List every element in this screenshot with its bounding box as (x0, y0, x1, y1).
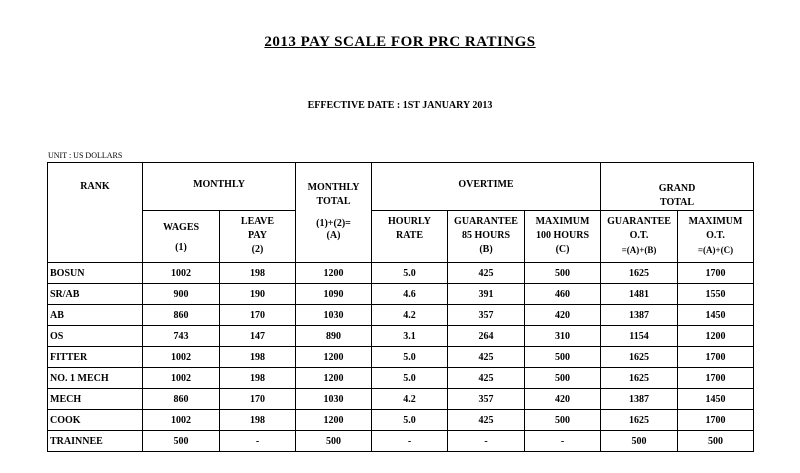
cell-maximum-ot: 1450 (678, 305, 754, 326)
cell-rank: TRAINNEE (48, 431, 143, 452)
cell-leave-pay: 198 (220, 263, 296, 284)
header-guarantee-ot-line1: GUARANTEE (607, 216, 671, 227)
table-row (48, 305, 754, 326)
cell-monthly-total: 1200 (296, 410, 372, 431)
cell-maximum-ot: 1200 (678, 326, 754, 347)
cell-guarantee-ot: 1625 (601, 410, 678, 431)
header-maximum-ot (678, 211, 754, 263)
cell-leave-pay: 147 (220, 326, 296, 347)
header-grand-total (601, 163, 754, 211)
table-row (48, 347, 754, 368)
header-leave-pay-line1: LEAVE (240, 216, 275, 227)
header-maximum-ot-line2: O.T. (706, 230, 725, 241)
header-hourly-rate-line2: RATE (395, 230, 424, 241)
header-guarantee-85-code: (B) (479, 244, 493, 255)
cell-maximum-100: 500 (525, 347, 601, 368)
header-monthly: MONTHLY (143, 163, 296, 211)
table-row (48, 431, 754, 452)
cell-rank: AB (48, 305, 143, 326)
header-grand-total-line2: TOTAL (659, 197, 695, 208)
header-hourly-rate (372, 211, 448, 263)
cell-guarantee-85: 425 (448, 410, 525, 431)
header-grand-total-line1: GRAND (658, 183, 696, 194)
header-wages-code: (1) (175, 242, 187, 253)
header-monthly-total-line1: MONTHLY (307, 182, 360, 193)
cell-leave-pay: 198 (220, 347, 296, 368)
cell-wages: 1002 (143, 347, 220, 368)
cell-maximum-100: 310 (525, 326, 601, 347)
cell-hourly-rate: 5.0 (372, 410, 448, 431)
header-wages-label: WAGES (162, 222, 200, 233)
header-maximum-ot-line1: MAXIMUM (688, 216, 743, 227)
cell-rank: MECH (48, 389, 143, 410)
cell-guarantee-ot: 500 (601, 431, 678, 452)
cell-hourly-rate: 5.0 (372, 263, 448, 284)
cell-guarantee-85: 425 (448, 347, 525, 368)
cell-monthly-total: 1090 (296, 284, 372, 305)
header-hourly-rate-line1: HOURLY (388, 216, 431, 227)
header-sub-row (48, 211, 754, 263)
cell-maximum-ot: 1450 (678, 389, 754, 410)
cell-maximum-100: 460 (525, 284, 601, 305)
cell-guarantee-85: 425 (448, 263, 525, 284)
header-maximum-ot-formula: =(A)+(C) (697, 245, 734, 255)
cell-monthly-total: 1200 (296, 368, 372, 389)
table-row (48, 263, 754, 284)
header-guarantee-85-line1: GUARANTEE (454, 216, 518, 227)
cell-monthly-total: 890 (296, 326, 372, 347)
cell-guarantee-85: 264 (448, 326, 525, 347)
cell-guarantee-ot: 1625 (601, 347, 678, 368)
cell-maximum-100: - (525, 431, 601, 452)
cell-monthly-total: 500 (296, 431, 372, 452)
cell-maximum-ot: 1700 (678, 410, 754, 431)
header-guarantee-ot-formula: =(A)+(B) (621, 245, 657, 255)
page-title: 2013 PAY SCALE FOR PRC RATINGS (264, 34, 536, 50)
cell-leave-pay: 198 (220, 368, 296, 389)
header-overtime: OVERTIME (372, 163, 601, 211)
cell-monthly-total: 1030 (296, 389, 372, 410)
cell-guarantee-ot: 1387 (601, 305, 678, 326)
cell-rank: COOK (48, 410, 143, 431)
cell-guarantee-85: - (448, 431, 525, 452)
cell-maximum-ot: 1700 (678, 347, 754, 368)
table-body (48, 263, 754, 452)
header-leave-pay-code: (2) (251, 244, 264, 255)
cell-maximum-100: 420 (525, 389, 601, 410)
table-row (48, 326, 754, 347)
cell-wages: 743 (143, 326, 220, 347)
header-monthly-total-line2: TOTAL (316, 196, 351, 207)
header-maximum-100 (525, 211, 601, 263)
cell-maximum-ot: 1550 (678, 284, 754, 305)
header-group-row (48, 163, 754, 211)
header-maximum-100-code: (C) (555, 244, 570, 255)
cell-guarantee-ot: 1625 (601, 368, 678, 389)
cell-hourly-rate: - (372, 431, 448, 452)
cell-wages: 1002 (143, 263, 220, 284)
cell-guarantee-85: 391 (448, 284, 525, 305)
cell-maximum-ot: 1700 (678, 368, 754, 389)
cell-wages: 1002 (143, 410, 220, 431)
header-monthly-total (296, 163, 372, 263)
cell-guarantee-85: 357 (448, 305, 525, 326)
cell-hourly-rate: 4.2 (372, 305, 448, 326)
header-guarantee-ot (601, 211, 678, 263)
cell-rank: FITTER (48, 347, 143, 368)
cell-maximum-ot: 500 (678, 431, 754, 452)
header-leave-pay-line2: PAY (248, 230, 267, 241)
cell-guarantee-ot: 1625 (601, 263, 678, 284)
cell-maximum-100: 420 (525, 305, 601, 326)
header-leave-pay (220, 211, 296, 263)
cell-leave-pay: 190 (220, 284, 296, 305)
effective-date: EFFECTIVE DATE : 1ST JANUARY 2013 (307, 100, 493, 111)
cell-guarantee-ot: 1387 (601, 389, 678, 410)
cell-leave-pay: 198 (220, 410, 296, 431)
cell-wages: 500 (143, 431, 220, 452)
table-row (48, 410, 754, 431)
cell-wages: 900 (143, 284, 220, 305)
header-wages (143, 211, 220, 263)
header-guarantee-85 (448, 211, 525, 263)
cell-hourly-rate: 3.1 (372, 326, 448, 347)
cell-rank: NO. 1 MECH (48, 368, 143, 389)
cell-guarantee-85: 425 (448, 368, 525, 389)
cell-monthly-total: 1200 (296, 347, 372, 368)
table-row (48, 368, 754, 389)
header-maximum-100-line2: 100 HOURS (535, 230, 590, 241)
cell-maximum-100: 500 (525, 410, 601, 431)
cell-rank: BOSUN (48, 263, 143, 284)
cell-hourly-rate: 4.2 (372, 389, 448, 410)
cell-leave-pay: 170 (220, 305, 296, 326)
unit-label: UNIT : US DOLLARS (48, 151, 123, 160)
cell-guarantee-85: 357 (448, 389, 525, 410)
cell-rank: OS (48, 326, 143, 347)
header-rank: RANK (48, 163, 143, 263)
pay-scale-table (47, 162, 754, 452)
cell-guarantee-ot: 1481 (601, 284, 678, 305)
header-guarantee-ot-line2: O.T. (629, 230, 649, 241)
cell-hourly-rate: 5.0 (372, 347, 448, 368)
cell-wages: 1002 (143, 368, 220, 389)
cell-maximum-ot: 1700 (678, 263, 754, 284)
cell-rank: SR/AB (48, 284, 143, 305)
header-monthly-total-formula: (1)+(2)= (316, 218, 351, 229)
cell-maximum-100: 500 (525, 368, 601, 389)
cell-maximum-100: 500 (525, 263, 601, 284)
cell-leave-pay: 170 (220, 389, 296, 410)
cell-guarantee-ot: 1154 (601, 326, 678, 347)
cell-leave-pay: - (220, 431, 296, 452)
cell-hourly-rate: 5.0 (372, 368, 448, 389)
header-guarantee-85-line2: 85 HOURS (461, 230, 511, 241)
cell-wages: 860 (143, 305, 220, 326)
cell-wages: 860 (143, 389, 220, 410)
header-maximum-100-line1: MAXIMUM (535, 216, 590, 227)
header-monthly-total-code: (A) (326, 230, 341, 241)
cell-monthly-total: 1030 (296, 305, 372, 326)
cell-hourly-rate: 4.6 (372, 284, 448, 305)
table-row (48, 389, 754, 410)
cell-monthly-total: 1200 (296, 263, 372, 284)
table-row (48, 284, 754, 305)
